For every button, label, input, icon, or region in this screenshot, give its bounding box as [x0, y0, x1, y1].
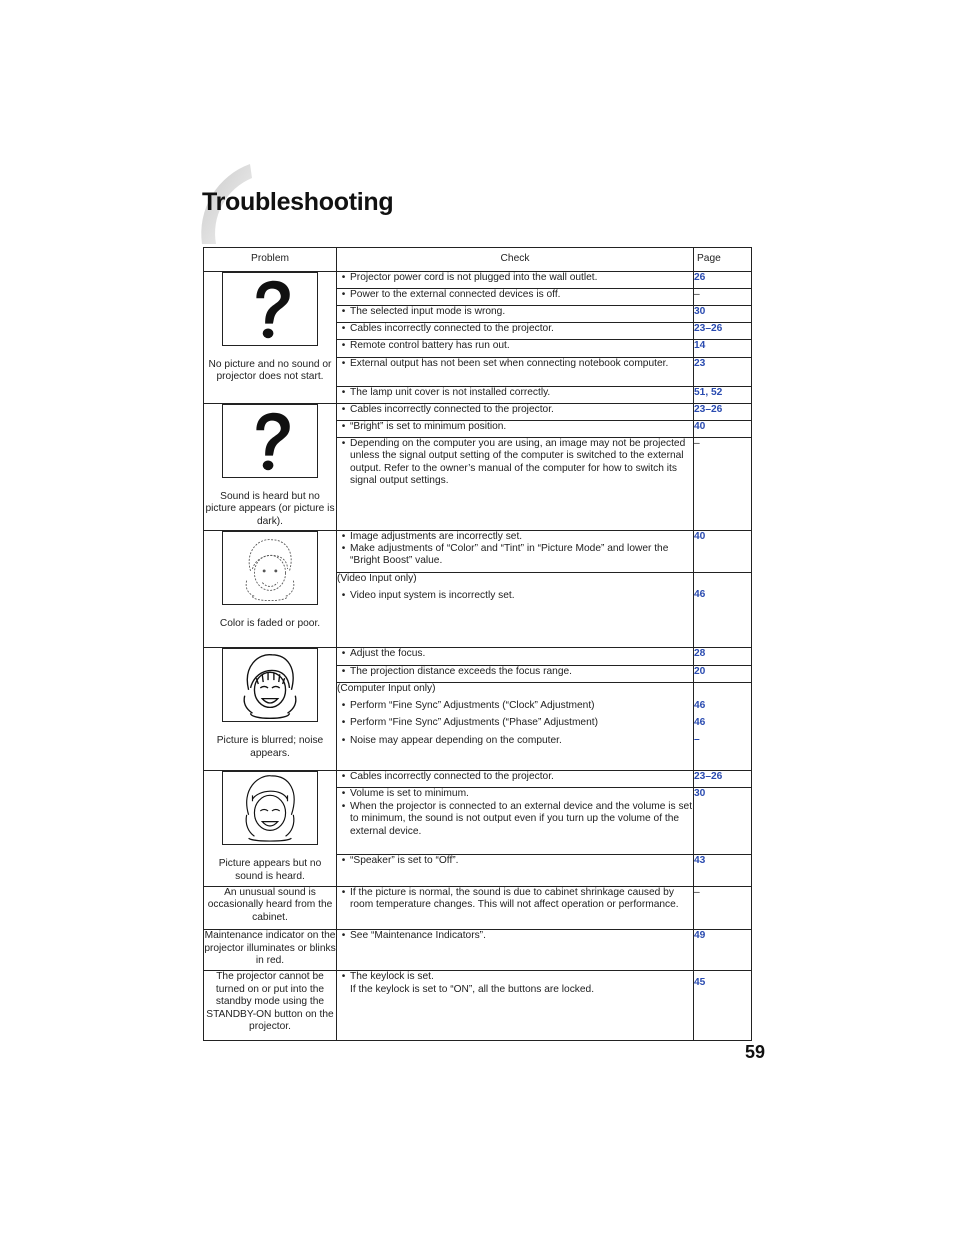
problem-cell: [204, 886, 337, 929]
column-header-problem: Problem: [204, 248, 337, 272]
check-text: If the picture is normal, the sound is due to cabinet shrinkage caused by room temperature changes. This will not affect operation or performance.: [350, 886, 679, 911]
table-row: [204, 771, 752, 788]
check-text: Projector power cord is not plugged into the wall outlet.: [350, 272, 598, 283]
check-cell: • Cables incorrectly connected to the projector.: [337, 403, 694, 420]
page-ref[interactable]: 40: [694, 530, 752, 572]
check-text: Cables incorrectly connected to the projector.: [350, 771, 554, 783]
table-row: [204, 530, 752, 572]
page-ref[interactable]: 43: [694, 854, 752, 886]
page-number: 59: [745, 1042, 766, 1062]
problem-cell: [204, 530, 337, 648]
problem-text: Maintenance indicator on the projector illuminates or blinks in red.: [204, 930, 336, 967]
check-cell: • Cables incorrectly connected to the projector.: [337, 323, 694, 340]
problem-text: An unusual sound is occasionally heard from the cabinet.: [207, 886, 333, 923]
check-cell: • See “Maintenance Indicators”.: [337, 930, 694, 971]
check-cell: • The keylock is set. If the keylock is set to “ON”, all the buttons are locked.: [337, 971, 694, 1041]
problem-text: Picture is blurred; noise appears.: [216, 735, 324, 759]
page-ref[interactable]: 49: [694, 930, 752, 971]
check-cell: • Adjust the focus.: [337, 648, 694, 665]
page-ref[interactable]: 14: [694, 340, 752, 357]
page-ref[interactable]: 46: [694, 699, 706, 711]
check-text: Power to the external connected devices is off.: [350, 289, 561, 301]
check-text: Noise may appear depending on the computer.: [350, 734, 562, 746]
check-text: External output has not been set when connecting notebook computer.: [350, 357, 669, 369]
check-text: “Speaker” is set to “Off”.: [350, 854, 459, 866]
troubleshooting-table: [203, 247, 752, 1041]
check-cell: • Remote control battery has run out.: [337, 340, 694, 357]
problem-cell: [204, 771, 337, 887]
table-header-row: [204, 248, 752, 272]
page-ref: –: [694, 438, 752, 531]
page-ref: –: [694, 734, 700, 746]
check-cell: (Video Input only) • Video input system is incorrectly set.: [337, 572, 694, 647]
check-cell: • “Bright” is set to minimum position.: [337, 420, 694, 437]
problem-text: Sound is heard but no picture appears (or picture is dark).: [205, 490, 335, 527]
faded-girl-illustration-icon: [222, 531, 318, 605]
page-ref[interactable]: 40: [694, 420, 752, 437]
title-block: [172, 160, 432, 250]
problem-text: The projector cannot be turned on or put into the standby mode using the STANDBY-ON button on the projector.: [206, 971, 334, 1033]
page-ref[interactable]: 23–26: [694, 403, 752, 420]
check-text-continuation: If the keylock is set to “ON”, all the buttons are locked.: [350, 983, 595, 995]
page-ref[interactable]: 51, 52: [694, 386, 752, 403]
check-text: When the projector is connected to an external device and the volume is set to minimum, the sound is not output even if you turn up the volume of the external device.: [350, 800, 693, 837]
question-mark-icon: [222, 272, 318, 346]
page-ref-cell: [694, 682, 752, 771]
problem-cell: [204, 403, 337, 530]
page-ref[interactable]: 23: [694, 357, 752, 386]
column-header-page: Page: [694, 248, 752, 272]
problem-text: Picture appears but no sound is heard.: [218, 858, 322, 882]
table-row: [204, 648, 752, 665]
check-cell: • “Speaker” is set to “Off”.: [337, 854, 694, 886]
page-ref: –: [694, 289, 752, 306]
page-ref[interactable]: 23–26: [694, 323, 752, 340]
page-ref[interactable]: 45: [694, 971, 752, 1041]
check-text: See “Maintenance Indicators”.: [350, 930, 486, 942]
page-ref[interactable]: 46: [694, 572, 752, 647]
table-row: [204, 971, 752, 1041]
check-text: Cables incorrectly connected to the projector.: [350, 403, 554, 415]
check-text: Remote control battery has run out.: [350, 340, 510, 352]
page-title: Troubleshooting: [202, 188, 394, 216]
page-ref[interactable]: 28: [694, 648, 752, 665]
column-header-check: Check: [337, 248, 694, 272]
page-ref[interactable]: 30: [694, 788, 752, 854]
check-cell: • Image adjustments are incorrectly set. • Make adjustments of “Color” and “Tint” in “Picture Mode” and lower the “Bright Boost” value.: [337, 530, 694, 572]
check-text: Adjust the focus.: [350, 648, 426, 660]
check-cell: • The projection distance exceeds the focus range.: [337, 665, 694, 682]
problem-text: Color is faded or poor.: [219, 617, 321, 629]
check-cell: • Power to the external connected devices is off.: [337, 289, 694, 306]
page-ref[interactable]: 46: [694, 717, 706, 729]
table-row: [204, 272, 752, 289]
check-cell: • The selected input mode is wrong.: [337, 306, 694, 323]
check-text: Make adjustments of “Color” and “Tint” in “Picture Mode” and lower the “Bright Boost” value.: [350, 543, 669, 567]
problem-cell: [204, 648, 337, 771]
check-text: The lamp unit cover is not installed correctly.: [350, 386, 551, 398]
blurred-girl-illustration-icon: [222, 648, 318, 722]
problem-text: No picture and no sound or projector does not start.: [208, 359, 332, 383]
check-cell: (Computer Input only) • Perform “Fine Sync” Adjustments (“Clock” Adjustment) • Perform “Fine Sync” Adjustments (“Phase” Adjustment) • Noise may appear depending on the computer.: [337, 682, 694, 771]
check-subheading: (Video Input only): [337, 572, 417, 584]
check-cell: • If the picture is normal, the sound is due to cabinet shrinkage caused by room temperature changes. This will not affect operation or performance.: [337, 886, 694, 929]
check-text: The keylock is set.: [350, 971, 434, 983]
check-text: Cables incorrectly connected to the projector.: [350, 323, 554, 335]
check-cell: • Depending on the computer you are using, an image may not be projected unless the signal output setting of the computer is switched to the external output. Refer to the owner’s manual of the computer for how to switch its signal output settings.: [337, 438, 694, 531]
check-text: The selected input mode is wrong.: [350, 306, 506, 318]
check-text: Video input system is incorrectly set.: [350, 590, 515, 602]
table-row: [204, 403, 752, 420]
check-text: Image adjustments are incorrectly set.: [350, 530, 523, 542]
check-cell: • External output has not been set when connecting notebook computer.: [337, 357, 694, 386]
check-text: The projection distance exceeds the focus range.: [350, 665, 572, 677]
page-ref[interactable]: 23–26: [694, 771, 752, 788]
problem-cell: [204, 272, 337, 404]
page-ref[interactable]: 30: [694, 306, 752, 323]
check-cell: • Cables incorrectly connected to the projector.: [337, 771, 694, 788]
check-text: Volume is set to minimum.: [350, 788, 469, 800]
page-ref[interactable]: 26: [694, 272, 752, 289]
table-row: [204, 930, 752, 971]
check-text: Perform “Fine Sync” Adjustments (“Phase” Adjustment): [350, 717, 598, 729]
check-text: “Bright” is set to minimum position.: [350, 420, 507, 432]
check-cell: • Projector power cord is not plugged into the wall outlet.: [337, 272, 694, 289]
check-cell: • The lamp unit cover is not installed correctly.: [337, 386, 694, 403]
check-subheading: (Computer Input only): [337, 682, 436, 694]
check-text: Depending on the computer you are using, an image may not be projected unless the signal output setting of the computer is switched to the external output. Refer to the owner’s manual of the computer for how to switch its signal output settings.: [350, 438, 686, 487]
girl-illustration-icon: [222, 771, 318, 845]
check-text: Perform “Fine Sync” Adjustments (“Clock” Adjustment): [350, 700, 595, 712]
problem-cell: [204, 971, 337, 1041]
question-mark-icon: [222, 404, 318, 478]
page-ref: –: [694, 886, 752, 929]
check-cell: • Volume is set to minimum. • When the projector is connected to an external device and the volume is set to minimum, the sound is not output even if you turn up the volume of the external device.: [337, 788, 694, 854]
table-row: [204, 886, 752, 929]
problem-cell: [204, 930, 337, 971]
page-ref[interactable]: 20: [694, 665, 752, 682]
